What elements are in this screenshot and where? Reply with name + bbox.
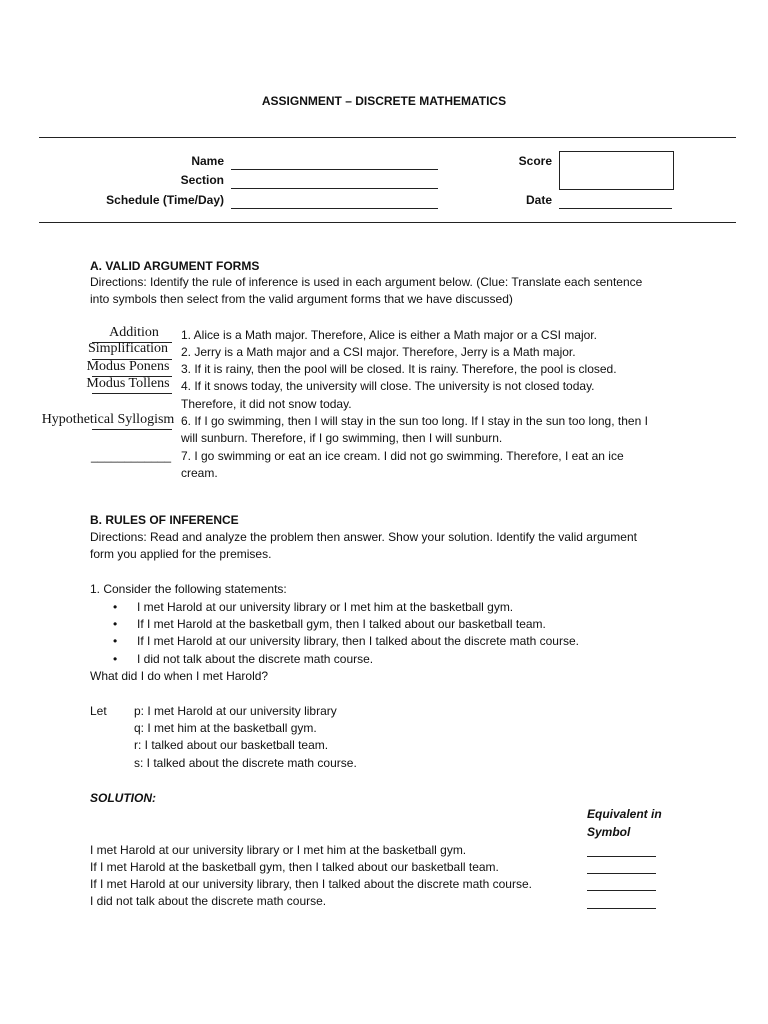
question-item-6-line-2: will sunburn. Therefore, if I go swimming, then I will sunburn. [181,431,503,445]
problem-1-intro: 1. Consider the following statements: [90,582,287,596]
date-label: Date [525,193,552,207]
section-a-heading: A. VALID ARGUMENT FORMS [90,259,260,273]
question-item-6-line-1: 6. If I go swimming, then I will stay in the sun too long. If I stay in the sun too long, then I [181,414,648,428]
symbol-answer-4[interactable] [587,908,656,909]
section-b-directions-line-2: form you applied for the premises. [90,547,272,561]
section-label: Section [180,173,224,187]
question-item-4-line-1: 4. If it snows today, the university will close. The university is not closed today. [181,379,595,393]
statement-2: If I met Harold at the basketball gym, then I talked about our basketball team. [137,617,546,631]
answer-item-1[interactable]: Addition [109,325,159,340]
let-label: Let [90,704,107,718]
answer-item-7-blank[interactable]: ____________ [91,449,172,463]
answer-item-3[interactable]: Modus Ponens [86,359,170,374]
symbol-header-line-2: Symbol [587,825,631,839]
answer-item-6[interactable]: Hypothetical Syllogism [41,412,175,427]
answer-line-item-4 [92,393,172,394]
section-b-directions-line-1: Directions: Read and analyze the problem then answer. Show your solution. Identify the valid argument [90,530,637,544]
variable-p: p: I met Harold at our university library [134,704,337,718]
schedule-label: Schedule (Time/Day) [106,193,224,207]
section-a-directions-line-1: Directions: Identify the rule of inference is used in each argument below. (Clue: Translate each sentence [90,275,643,289]
statement-3: If I met Harold at our university library, then I talked about the discrete math course. [137,634,579,648]
variable-q: q: I met him at the basketball gym. [134,721,317,735]
problem-question: What did I do when I met Harold? [90,669,269,683]
solution-row-4: I did not talk about the discrete math course. [90,894,327,908]
page-title: ASSIGNMENT – DISCRETE MATHEMATICS [261,94,507,108]
symbol-header-line-1: Equivalent in [587,807,662,821]
bullet-glyph: • [113,600,118,614]
question-item-1: 1. Alice is a Math major. Therefore, Alice is either a Math major or a CSI major. [181,328,597,342]
section-field[interactable] [231,188,438,189]
solution-row-2: If I met Harold at the basketball gym, then I talked about our basketball team. [90,860,499,874]
name-label: Name [191,154,224,168]
schedule-field[interactable] [231,208,438,209]
symbol-answer-3[interactable] [587,890,656,891]
answer-item-4[interactable]: Modus Tollens [86,376,170,391]
statement-1: I met Harold at our university library or I met him at the basketball gym. [137,600,514,614]
solution-row-1: I met Harold at our university library or I met him at the basketball gym. [90,843,467,857]
header-top-rule [39,137,736,138]
symbol-answer-2[interactable] [587,873,656,874]
solution-row-3: If I met Harold at our university library, then I talked about the discrete math course. [90,877,532,891]
answer-item-2[interactable]: Simplification [87,341,169,356]
variable-r: r: I talked about our basketball team. [134,738,329,752]
name-field[interactable] [231,169,438,170]
question-item-2: 2. Jerry is a Math major and a CSI major. Therefore, Jerry is a Math major. [181,345,576,359]
section-a-directions-line-2: into symbols then select from the valid argument forms that we have discussed) [90,292,513,306]
answer-line-item-6 [92,429,172,430]
header-bottom-rule [39,222,736,223]
question-item-4-line-2: Therefore, it did not snow today. [181,397,352,411]
date-field[interactable] [559,208,672,209]
symbol-answer-1[interactable] [587,856,656,857]
bullet-glyph: • [113,652,118,666]
score-box[interactable] [559,151,674,190]
score-label: Score [518,154,552,168]
question-item-7-line-2: cream. [181,466,218,480]
variable-s: s: I talked about the discrete math course. [134,756,357,770]
statement-4: I did not talk about the discrete math course. [137,652,374,666]
solution-label: SOLUTION: [90,791,156,805]
question-item-3: 3. If it is rainy, then the pool will be closed. It is rainy. Therefore, the pool is closed. [181,362,617,376]
section-b-heading: B. RULES OF INFERENCE [90,513,239,527]
bullet-glyph: • [113,617,118,631]
question-item-7-line-1: 7. I go swimming or eat an ice cream. I did not go swimming. Therefore, I eat an ice [181,449,624,463]
bullet-glyph: • [113,634,118,648]
